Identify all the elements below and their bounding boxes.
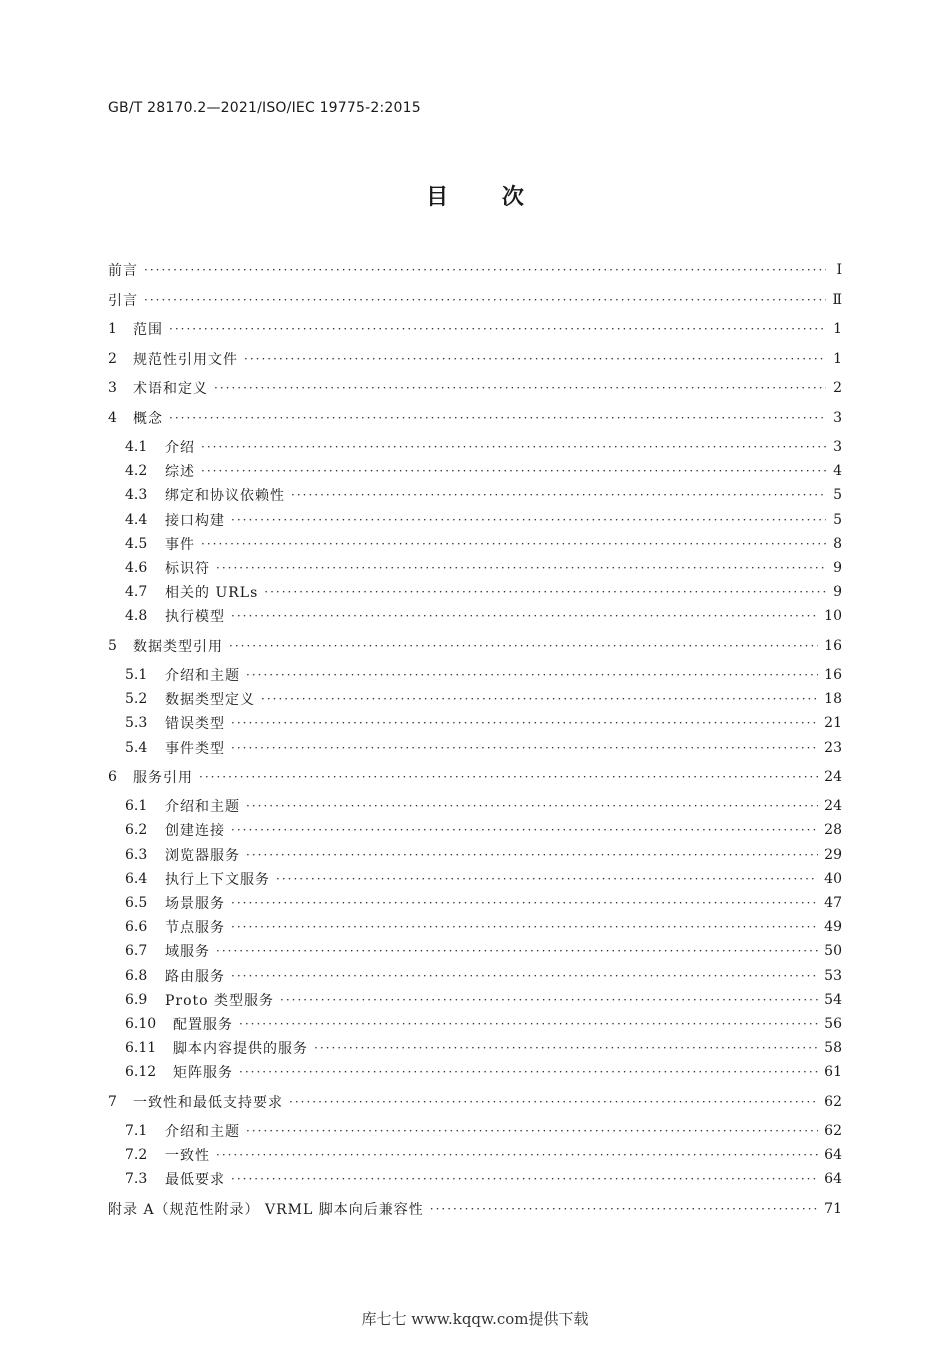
toc-leader-dots: [280, 993, 818, 1007]
toc-entry-label: 绑定和协议依赖性: [165, 488, 285, 505]
toc-entry-label: 术语和定义: [133, 381, 208, 398]
toc-entry[interactable]: [108, 1197, 842, 1221]
toc-entry-label: 数据类型定义: [165, 692, 255, 709]
toc-entry-label: 路由服务: [165, 968, 225, 985]
toc-entry-page: 56: [824, 1016, 842, 1032]
toc-entry-label: 接口构建: [165, 512, 225, 529]
toc-entry-number: 4.2: [125, 463, 148, 480]
toc-entry[interactable]: [108, 634, 842, 658]
toc-entry-number: 7.1: [125, 1123, 148, 1139]
toc-entry-number: 4.6: [125, 560, 148, 576]
toc-leader-dots: [430, 1202, 818, 1216]
toc-entry[interactable]: [125, 483, 842, 507]
toc-entry-page: 61: [824, 1064, 842, 1081]
toc-entry-number: 6.12: [125, 1064, 157, 1081]
toc-entry-label: 介绍和主题: [165, 668, 240, 684]
toc-entry-number: 7.3: [125, 1171, 148, 1188]
toc-entry-label: 概念: [133, 411, 163, 427]
toc-entry-label: 执行模型: [165, 609, 225, 626]
toc-leader-dots: [239, 1065, 818, 1079]
toc-entry-label: 事件: [165, 536, 195, 553]
toc-entry[interactable]: [125, 687, 842, 711]
toc-entry-page: 1: [833, 350, 842, 367]
toc-entry-number: 6.7: [125, 943, 148, 960]
toc-entry-page: 9: [833, 560, 842, 576]
toc-entry-page: 40: [824, 870, 842, 887]
toc-entry-page: 16: [824, 638, 842, 654]
toc-entry-label: 执行上下文服务: [165, 871, 270, 888]
toc-entry-number: 4.8: [125, 608, 148, 625]
toc-entry-number: 7.2: [125, 1147, 148, 1164]
toc-entry[interactable]: [108, 1090, 842, 1114]
toc-entry-page: 10: [824, 608, 842, 625]
toc-entry-label: Proto 类型服务: [165, 992, 275, 1009]
toc-entry[interactable]: [125, 818, 842, 842]
toc-leader-dots: [231, 896, 818, 910]
toc-entry-page: 62: [824, 1123, 842, 1139]
toc-entry-number: 6.1: [125, 798, 148, 815]
toc-entry-label: 错误类型: [165, 716, 225, 733]
toc-entry[interactable]: [125, 1060, 842, 1084]
toc-entry-label: 介绍: [165, 440, 195, 456]
toc-entry-page: 50: [824, 943, 842, 960]
toc-leader-dots: [231, 823, 818, 837]
toc-entry-number: 1: [108, 321, 117, 338]
toc-leader-dots: [231, 741, 818, 755]
toc-entry[interactable]: [108, 317, 842, 341]
toc-entry[interactable]: [125, 556, 842, 580]
toc-entry-label: 相关的 URLs: [165, 585, 259, 602]
toc-entry-label: 域服务: [165, 944, 210, 961]
footer-watermark: 库七七 www.kqqw.com提供下载: [361, 1310, 589, 1328]
toc-entry-page: 29: [824, 846, 842, 863]
toc-entry-page: 4: [833, 463, 842, 480]
toc-entry[interactable]: [125, 939, 842, 963]
toc-leader-dots: [201, 464, 826, 478]
toc-leader-dots: [199, 770, 818, 784]
toc-entry-number: 4.5: [125, 535, 148, 552]
toc-entry-label: 前言: [108, 263, 138, 279]
toc-entry[interactable]: [125, 1143, 842, 1167]
toc-leader-dots: [169, 411, 826, 425]
toc-leader-dots: [264, 585, 826, 599]
toc-entry-page: 5: [833, 511, 842, 528]
toc-entry-page: Ⅱ: [832, 291, 842, 308]
toc-entry[interactable]: [125, 532, 842, 556]
toc-entry-number: 6.2: [125, 822, 148, 839]
toc-entry[interactable]: [125, 843, 842, 867]
toc-entry-label: 综述: [165, 464, 195, 481]
page-title: 目 次: [426, 185, 524, 210]
toc-entry-page: 5: [833, 487, 842, 504]
toc-entry-number: 6.11: [125, 1040, 157, 1057]
toc-entry-label: 服务引用: [133, 770, 193, 787]
toc-entry[interactable]: [108, 288, 842, 312]
toc-leader-dots: [231, 1172, 818, 1186]
toc-entry[interactable]: [125, 580, 842, 604]
toc-leader-dots: [216, 561, 826, 575]
toc-entry-label: 事件类型: [165, 740, 225, 757]
toc-leader-dots: [216, 1148, 818, 1162]
toc-entry-label: 标识符: [165, 561, 210, 577]
toc-entry[interactable]: [125, 508, 842, 532]
toc-entry-number: 6.3: [125, 846, 148, 863]
toc-entry-page: 9: [833, 584, 842, 601]
toc-leader-dots: [231, 716, 818, 730]
toc-entry-number: 4: [108, 410, 117, 426]
toc-entry[interactable]: [125, 1167, 842, 1191]
toc-entry[interactable]: [125, 1036, 842, 1060]
toc-entry-label: 引言: [108, 292, 138, 309]
toc-entry-page: 8: [833, 535, 842, 552]
toc-entry-number: 5.4: [125, 739, 148, 756]
toc-entry[interactable]: [108, 765, 842, 789]
toc-entry-label: 介绍和主题: [165, 1124, 240, 1140]
toc-leader-dots: [216, 944, 818, 958]
toc-entry-label: 规范性引用文件: [133, 351, 238, 368]
toc-entry-number: 4.3: [125, 487, 148, 504]
toc-entry-page: 71: [824, 1201, 842, 1217]
toc-entry[interactable]: [125, 867, 842, 891]
toc-leader-dots: [289, 1095, 818, 1109]
toc-entry-page: 3: [833, 410, 842, 426]
toc-entry-page: 64: [824, 1147, 842, 1164]
toc-leader-dots: [229, 639, 818, 653]
toc-leader-dots: [244, 352, 826, 366]
toc-leader-dots: [246, 848, 818, 862]
toc-entry-page: 28: [824, 822, 842, 839]
toc-entry-page: 49: [824, 919, 842, 936]
toc-entry[interactable]: [125, 794, 842, 818]
toc-leader-dots: [201, 440, 826, 454]
toc-leader-dots: [201, 537, 826, 551]
toc-entry[interactable]: [125, 663, 842, 687]
toc-entry-number: 4.1: [125, 439, 148, 455]
toc-entry-label: 一致性: [165, 1148, 210, 1165]
toc-entry-page: 18: [824, 691, 842, 708]
toc-leader-dots: [231, 609, 818, 623]
toc-entry-number: 6: [108, 769, 117, 786]
toc-leader-dots: [144, 293, 826, 307]
toc-entry[interactable]: [125, 891, 842, 915]
toc-entry[interactable]: [125, 604, 842, 628]
toc-entry-page: 24: [824, 769, 842, 786]
toc-leader-dots: [276, 872, 818, 886]
toc-leader-dots: [144, 263, 826, 277]
toc-entry-label: 介绍和主题: [165, 799, 240, 816]
toc-leader-dots: [169, 322, 826, 336]
toc-entry-number: 5.3: [125, 715, 148, 732]
toc-entry[interactable]: [125, 988, 842, 1012]
toc-entry-page: 58: [824, 1040, 842, 1057]
toc-leader-dots: [246, 799, 818, 813]
toc-entry-page: 16: [824, 667, 842, 683]
toc-entry-label: 数据类型引用: [133, 639, 223, 655]
toc-entry-number: 6.10: [125, 1016, 157, 1032]
toc-leader-dots: [314, 1041, 818, 1055]
toc-entry-page: 3: [833, 439, 842, 455]
toc-entry-label: 范围: [133, 322, 163, 339]
toc-leader-dots: [246, 668, 818, 682]
toc-entry[interactable]: [125, 964, 842, 988]
toc-entry-page: 2: [833, 380, 842, 397]
toc-entry-page: 47: [824, 895, 842, 911]
toc-entry-page: Ⅰ: [836, 262, 842, 278]
toc-entry-number: 6.8: [125, 967, 148, 984]
toc-entry-page: 23: [824, 739, 842, 756]
toc-entry-label: 配置服务: [173, 1017, 233, 1033]
toc-entry-number: 5: [108, 638, 117, 654]
toc-entry-number: 5.1: [125, 667, 148, 683]
toc-entry-page: 54: [824, 991, 842, 1008]
toc-entry[interactable]: [108, 347, 842, 371]
toc-entry-page: 21: [824, 715, 842, 732]
toc-entry-number: 5.2: [125, 691, 148, 708]
toc-entry-number: 3: [108, 380, 117, 397]
toc-entry-page: 1: [833, 321, 842, 338]
toc-entry-number: 4.7: [125, 584, 148, 601]
toc-entry-label: 节点服务: [165, 920, 225, 937]
toc-leader-dots: [231, 920, 818, 934]
toc-entry-label: 浏览器服务: [165, 847, 240, 864]
toc-entry[interactable]: [125, 736, 842, 760]
toc-entry[interactable]: [125, 711, 842, 735]
toc-leader-dots: [291, 488, 826, 502]
toc-entry-label: 创建连接: [165, 823, 225, 840]
toc-entry-label: 矩阵服务: [173, 1065, 233, 1082]
toc-entry[interactable]: [108, 376, 842, 400]
toc-leader-dots: [261, 692, 818, 706]
toc-leader-dots: [231, 969, 818, 983]
toc-entry[interactable]: [108, 406, 842, 430]
toc-entry-number: 6.9: [125, 991, 148, 1008]
toc-leader-dots: [246, 1124, 818, 1138]
toc-entry-page: 53: [824, 967, 842, 984]
toc-leader-dots: [214, 381, 826, 395]
toc-entry-label: 附录 A（规范性附录） VRML 脚本向后兼容性: [108, 1202, 424, 1218]
toc-entry-page: 24: [824, 798, 842, 815]
toc-entry-page: 64: [824, 1171, 842, 1188]
toc-entry-number: 7: [108, 1094, 117, 1110]
toc-entry-number: 4.4: [125, 511, 148, 528]
toc-leader-dots: [239, 1017, 818, 1031]
toc-entry[interactable]: [125, 459, 842, 483]
toc-entry[interactable]: [125, 435, 842, 459]
toc-entry[interactable]: [125, 915, 842, 939]
toc-entry-number: 6.4: [125, 870, 148, 887]
toc-entry-page: 62: [824, 1094, 842, 1110]
toc-entry-number: 6.5: [125, 895, 148, 911]
standard-number: GB/T 28170.2—2021/ISO/IEC 19775-2:2015: [108, 100, 421, 116]
toc-entry[interactable]: [125, 1012, 842, 1036]
toc-entry-number: 6.6: [125, 919, 148, 936]
toc-leader-dots: [231, 513, 826, 527]
toc-entry-label: 一致性和最低支持要求: [133, 1095, 283, 1111]
toc-entry-label: 脚本内容提供的服务: [173, 1041, 308, 1058]
toc-entry-label: 最低要求: [165, 1172, 225, 1189]
toc-entry-label: 场景服务: [165, 896, 225, 912]
toc-entry[interactable]: [125, 1119, 842, 1143]
toc-entry[interactable]: [108, 258, 842, 282]
toc-entry-number: 2: [108, 350, 117, 367]
